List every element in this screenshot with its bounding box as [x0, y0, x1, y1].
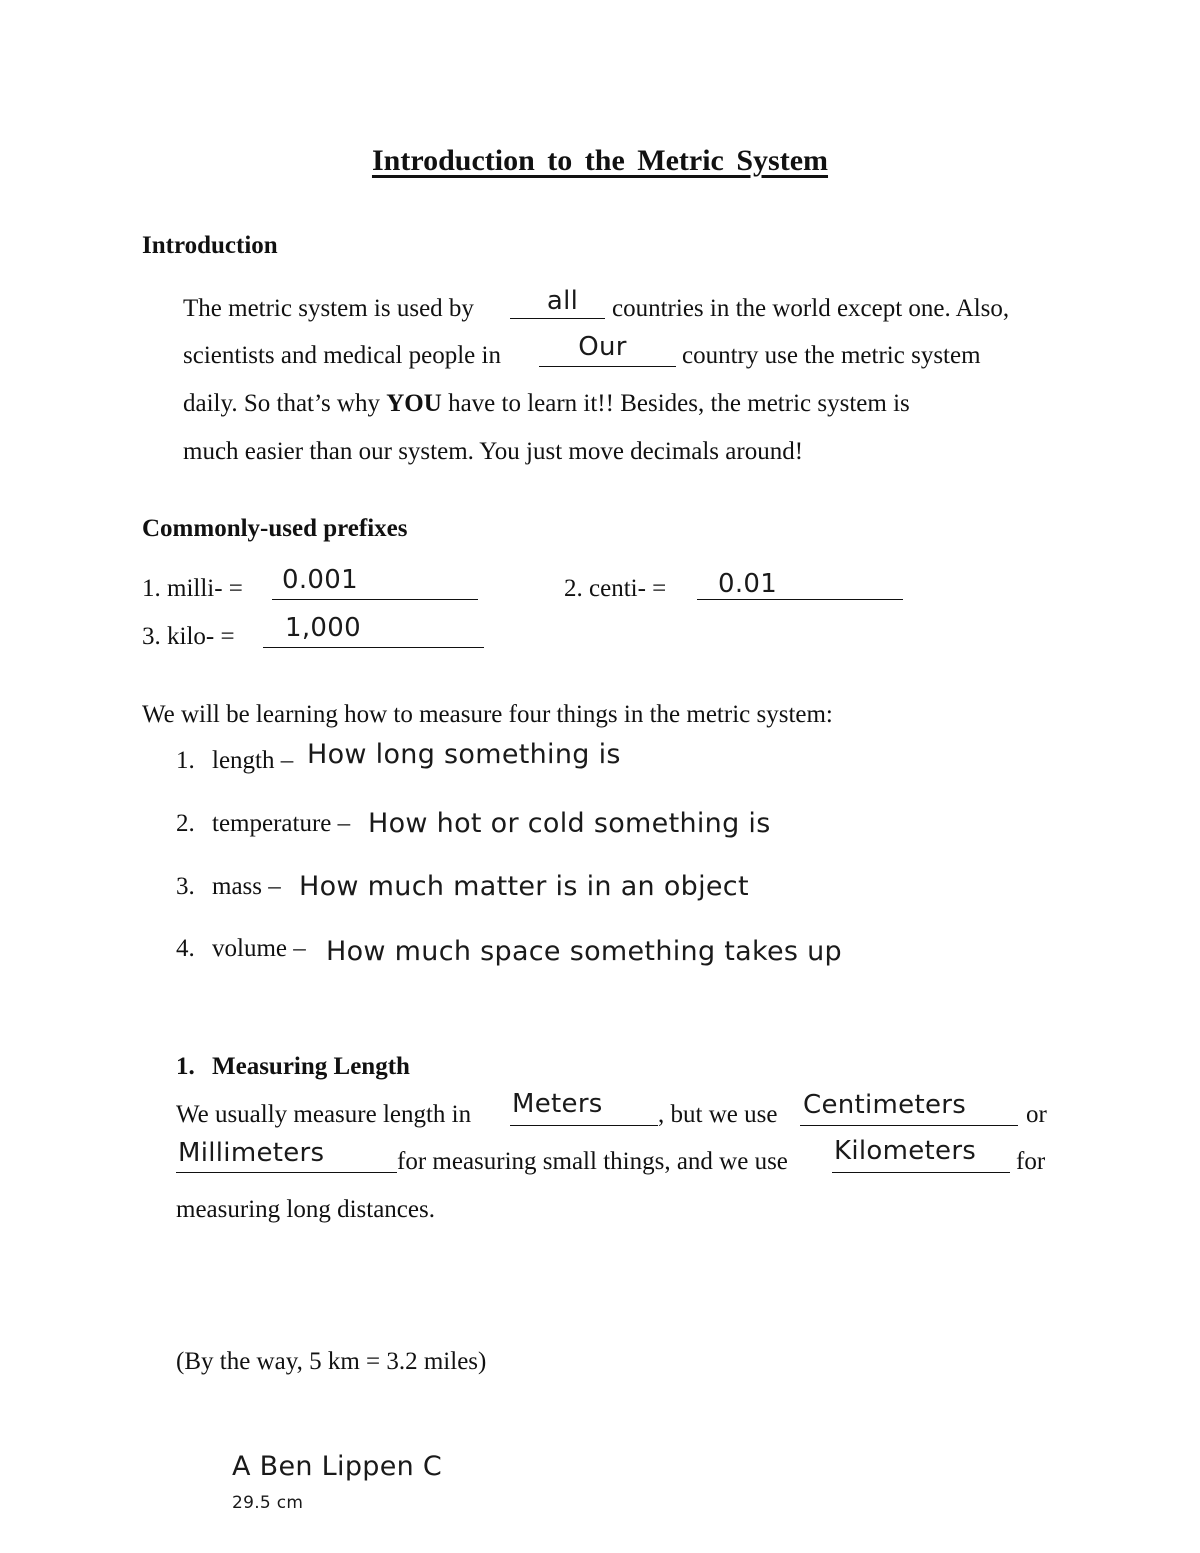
measure-intro: We will be learning how to measure four things in the metric system:: [142, 701, 833, 728]
measurement-note: 29.5 cm: [232, 1493, 304, 1513]
length-num: 1.: [176, 1053, 195, 1080]
milli-label: 1. milli- =: [142, 575, 243, 602]
intro-line1-end: countries in the world except one. Also,: [612, 295, 1010, 322]
centi-label: 2. centi- =: [564, 575, 667, 602]
length-line1-end: or: [1026, 1101, 1047, 1128]
length-line2-end: for: [1016, 1148, 1046, 1175]
length-blank1-answer[interactable]: Meters: [512, 1089, 603, 1119]
length-blank2-line: [800, 1125, 1018, 1126]
kilo-answer[interactable]: 1,000: [285, 613, 361, 643]
intro-line3-start: daily. So that’s why: [183, 390, 380, 417]
length-blank3-line: [176, 1172, 397, 1173]
intro-line1-start: The metric system is used by: [183, 295, 474, 322]
length-line2-start: for measuring small things, and we use: [397, 1148, 788, 1175]
prefixes-heading: Commonly-used prefixes: [142, 515, 408, 542]
measure-item-num: 4.: [176, 935, 195, 962]
measure-item-num: 1.: [176, 747, 195, 774]
measure-item-answer[interactable]: How hot or cold something is: [368, 808, 771, 839]
intro-blank1-answer[interactable]: all: [546, 286, 579, 316]
intro-blank2-answer[interactable]: Our: [578, 332, 627, 362]
length-blank2-answer[interactable]: Centimeters: [803, 1090, 967, 1120]
length-blank3-answer[interactable]: Millimeters: [178, 1138, 325, 1168]
intro-line2-end: country use the metric system: [682, 342, 981, 369]
intro-line3-emphasis: YOU: [386, 390, 442, 417]
kilo-label: 3. kilo- =: [142, 623, 235, 650]
intro-line3: [183, 389, 910, 419]
measure-item-term: temperature –: [212, 810, 351, 837]
centi-answer[interactable]: 0.01: [718, 569, 778, 599]
milli-blank-line: [272, 599, 478, 600]
measure-item-answer[interactable]: How long something is: [307, 739, 621, 770]
milli-answer[interactable]: 0.001: [282, 565, 358, 595]
page-title: Introduction to the Metric System: [371, 144, 829, 177]
length-line1-start: We usually measure length in: [176, 1101, 472, 1128]
measure-item-term: mass –: [212, 873, 281, 900]
measure-item-term: volume –: [212, 935, 306, 962]
intro-line4: much easier than our system. You just move decimals around!: [183, 438, 804, 465]
centi-blank-line: [697, 599, 903, 600]
kilo-blank-line: [263, 647, 484, 648]
intro-blank1-line: [510, 318, 605, 319]
length-line3: measuring long distances.: [176, 1196, 435, 1223]
measure-item-answer[interactable]: How much space something takes up: [326, 936, 842, 967]
intro-line3-end: have to learn it!! Besides, the metric system is: [448, 390, 910, 417]
measure-item-answer[interactable]: How much matter is in an object: [299, 871, 749, 902]
intro-heading: Introduction: [142, 232, 278, 259]
length-heading: Measuring Length: [212, 1053, 410, 1080]
length-blank4-answer[interactable]: Kilometers: [834, 1136, 977, 1166]
intro-blank2-line: [539, 366, 676, 367]
conversion-note: (By the way, 5 km = 3.2 miles): [176, 1348, 487, 1375]
student-name: A Ben Lippen C: [232, 1451, 443, 1482]
length-blank1-line: [510, 1125, 658, 1126]
length-line1-mid: , but we use: [658, 1101, 778, 1128]
measure-item-num: 2.: [176, 810, 195, 837]
length-blank4-line: [832, 1172, 1010, 1173]
intro-line2-start: scientists and medical people in: [183, 342, 501, 369]
measure-item-num: 3.: [176, 873, 195, 900]
measure-item-term: length –: [212, 747, 294, 774]
